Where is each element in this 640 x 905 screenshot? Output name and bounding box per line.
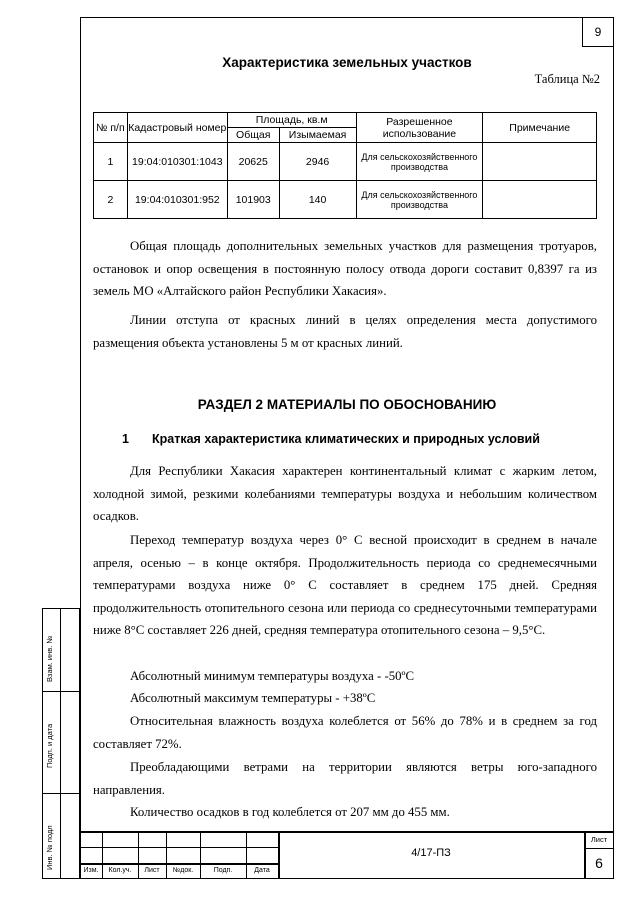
cell-usage: Для сельскохозяйственного производства: [356, 181, 483, 219]
stamp-col-label: Лист: [144, 867, 160, 874]
stamp-col-label: Изм.: [83, 867, 99, 874]
cell-note: [483, 181, 597, 219]
stamp-col-label: Дата: [254, 867, 270, 874]
cell-total: 20625: [227, 143, 279, 181]
binding-strip: [42, 608, 80, 879]
table-row: [94, 143, 597, 181]
col-header-usage: Разрешенное использование: [356, 113, 483, 143]
side-label: Подп. и дата: [45, 723, 54, 768]
cell-taken: 140: [279, 181, 356, 219]
cell-total: 101903: [227, 181, 279, 219]
paragraph: Линии отступа от красных линий в целях определения места допустимого размещения объекта установлены 5 м от красных линий.: [93, 313, 597, 350]
cell-num: 1: [94, 143, 128, 181]
col-header-area: Площадь, кв.м: [227, 113, 356, 128]
document-code: 4/17-ПЗ: [411, 847, 451, 859]
land-table: [93, 112, 597, 219]
section-heading: РАЗДЕЛ 2 МАТЕРИАЛЫ ПО ОБОСНОВАНИЮ: [197, 397, 497, 412]
paragraph: Количество осадков в год колеблется от 207 мм до 455 мм.: [130, 805, 450, 819]
paragraph: Преобладающими ветрами на территории являются ветры юго-западного направления.: [93, 760, 597, 797]
paragraph: Относительная влажность воздуха колеблется от 56% до 78% и в среднем за год составляет 72%.: [93, 714, 597, 751]
side-label: Инв. № подл: [45, 825, 54, 870]
page-number: 9: [582, 17, 614, 47]
col-header-area-total: Общая: [227, 128, 279, 143]
sheet-number: 6: [595, 855, 603, 871]
cell-taken: 2946: [279, 143, 356, 181]
paragraph: Общая площадь дополнительных земельных участков для размещения тротуаров, остановок и опор освещения в постоянную полосу отвода дороги составит 0,8397 га из земель МО «Алтайского район Республики Хакасия».: [93, 239, 597, 298]
cell-num: 2: [94, 181, 128, 219]
sheet-label: Лист: [590, 835, 608, 844]
paragraph: Для Республики Хакасия характерен континентальный климат с жарким летом, холодной зимой, резкими колебаниями температуры воздуха и небольшим количеством осадков.: [93, 464, 597, 523]
cell-note: [483, 143, 597, 181]
paragraph: Абсолютный минимум температуры воздуха - -50ºС: [130, 669, 415, 683]
col-header-note: Примечание: [483, 113, 597, 143]
page-title: Характеристика земельных участков: [222, 55, 472, 70]
table-row: [94, 181, 597, 219]
stamp-col-label: Кол.уч.: [108, 867, 132, 874]
title-block: [80, 831, 614, 879]
cell-cadastral: 19:04:010301:1043: [127, 143, 227, 181]
stamp-col-label: №док.: [172, 867, 194, 874]
paragraph: Переход температур воздуха через 0° С весной происходит в среднем в начале апреля, осенью – в конце октября. Продолжительность периода со среднемесячными температурами воздуха ниже 0° С составляет в среднем 175 дней. Средняя продолжительность отопительного сезона или периода со среднесуточными температурами ниже 8°С составляет 226 дней, средняя температура отопительного сезона – 9,5°С.: [93, 533, 597, 637]
subsection-title: Краткая характеристика климатических и природных условий: [152, 432, 540, 446]
stamp-col-label: Подп.: [213, 867, 233, 874]
side-label: Взам. инв. №: [45, 635, 54, 682]
col-header-num: № п/п: [94, 113, 128, 143]
subsection-number: 1: [122, 432, 129, 446]
cell-usage: Для сельскохозяйственного производства: [356, 143, 483, 181]
table-label: Таблица №2: [534, 72, 600, 86]
subsection-heading: [122, 432, 540, 446]
col-header-cadastral: Кадастровый номер: [127, 113, 227, 143]
col-header-area-taken: Изымаемая: [279, 128, 356, 143]
cell-cadastral: 19:04:010301:952: [127, 181, 227, 219]
paragraph: Абсолютный максимум температуры - +38ºС: [130, 691, 376, 705]
